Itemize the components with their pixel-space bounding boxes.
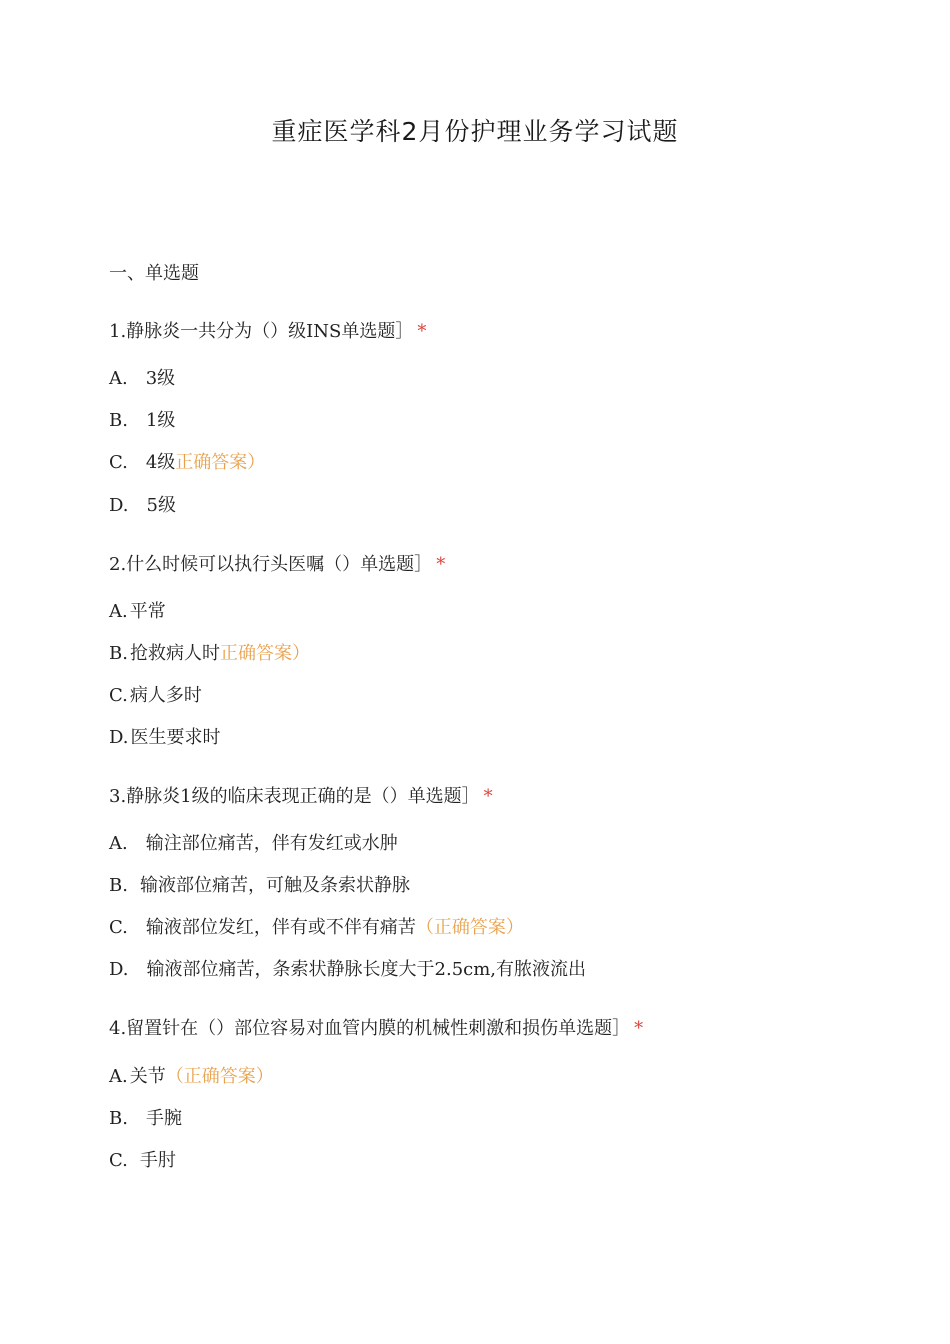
option-text: 5级 [146,495,176,516]
q1-option-d [109,494,176,518]
option-text: 关节 [129,1066,166,1087]
correct-answer-label: （正确答案） [165,1066,274,1087]
document-title: 重症医学科2月份护理业务学习试题 [271,117,679,146]
option-key: B. [109,643,128,664]
option-key: C. [109,452,128,473]
question-text: 4.留置针在（）部位容易对血管内膜的机械性刺激和损伤单选题］ [109,1018,631,1039]
correct-answer-label: 正确答案） [175,452,266,473]
q4-option-b [109,1107,182,1131]
option-text: 输液部位发红，伴有或不伴有痛苦 [145,917,416,938]
question-4 [109,1017,643,1041]
required-asterisk-icon: * [417,321,427,342]
section-heading: 一、单选题 [109,263,199,284]
question-3 [109,785,493,809]
option-key: B. [109,875,128,896]
option-key: B. [109,1108,128,1129]
q4-option-a [109,1065,274,1089]
option-text: 手腕 [145,1108,182,1129]
option-key: D. [109,495,129,516]
option-text: 病人多时 [129,685,202,706]
option-text: 4级 [145,452,176,473]
correct-answer-label: 正确答案） [219,643,310,664]
option-text: 输注部位痛苦，伴有发红或水肿 [145,833,398,854]
option-key: A. [109,601,128,622]
q3-option-a [109,832,398,856]
option-text: 医生要求时 [130,727,221,748]
question-2 [109,553,445,577]
question-text: 3.静脉炎1级的临床表现正确的是（）单选题］ [109,786,480,807]
q4-option-c [109,1149,176,1173]
option-key: D. [109,727,129,748]
q3-option-c [109,916,524,940]
option-key: B. [109,410,128,431]
option-text: 手肘 [139,1150,176,1171]
correct-answer-label: （正确答案） [415,917,524,938]
q2-option-b [109,642,310,666]
option-text: 1级 [145,410,176,431]
option-text: 输液部位痛苦，条索状静脉长度大于2.5cm,有脓液流出 [146,959,587,980]
option-text: 输液部位痛苦，可触及条索状静脉 [139,875,410,896]
required-asterisk-icon: * [436,554,446,575]
question-text: 2.什么时候可以执行头医嘱（）单选题］ [109,554,433,575]
q1-option-a [109,367,175,391]
q1-option-c [109,451,265,475]
option-key: D. [109,959,129,980]
q3-option-b [109,874,410,898]
required-asterisk-icon: * [483,786,493,807]
q2-option-a [109,600,166,624]
required-asterisk-icon: * [634,1018,644,1039]
option-key: A. [109,833,128,854]
option-key: A. [109,1066,128,1087]
option-text: 3级 [145,368,176,389]
option-key: A. [109,368,128,389]
q2-option-c [109,684,202,708]
option-text: 平常 [129,601,166,622]
option-text: 抢救病人时 [129,643,220,664]
option-key: C. [109,685,128,706]
option-key: C. [109,917,128,938]
q1-option-b [109,409,175,433]
option-key: C. [109,1150,128,1171]
q2-option-d [109,726,221,750]
question-1 [109,320,426,344]
question-text: 1.静脉炎一共分为（）级INS单选题］ [109,321,414,342]
q3-option-d [109,958,586,982]
